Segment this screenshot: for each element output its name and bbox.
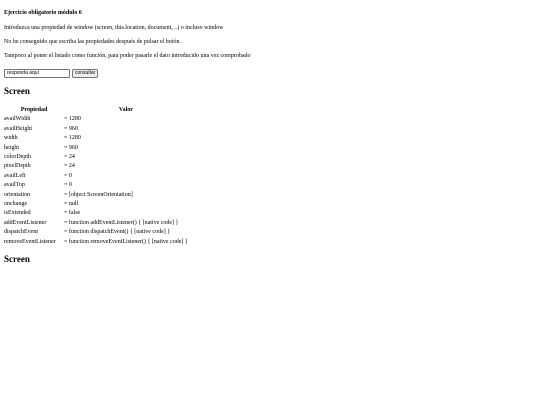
property-value: = 1280 bbox=[64, 116, 81, 123]
note-text-1: No he conseguido que escriba las propiedades después de pulsar el botón. bbox=[4, 39, 181, 45]
property-value: = 0 bbox=[64, 182, 72, 189]
property-name: isExtended bbox=[4, 210, 31, 217]
note-text-2: Tampoco al poner el listado como función, para poder pasarle el dato introducido una vez comprobado bbox=[4, 53, 251, 59]
table-row bbox=[4, 115, 188, 124]
table-row bbox=[4, 134, 188, 143]
section-title-screen-repeat: Screen bbox=[4, 254, 30, 264]
property-value: = function addEventListener() { [native code] } bbox=[64, 219, 179, 226]
property-value: = false bbox=[64, 210, 81, 217]
property-name: orientation bbox=[4, 191, 30, 198]
property-value: = 24 bbox=[64, 163, 75, 170]
table-row bbox=[4, 209, 188, 218]
property-name: colorDepth bbox=[4, 154, 31, 161]
instruction-text: Introduzca una propiedad de window (screen, this.location, document, ..) o incluso window bbox=[4, 25, 224, 31]
property-name: width bbox=[4, 135, 18, 142]
property-value: = 960 bbox=[64, 144, 78, 151]
property-name: onchange bbox=[4, 201, 27, 208]
property-name: availHeight bbox=[4, 125, 32, 132]
property-name: availTop bbox=[4, 182, 25, 189]
property-name: availLeft bbox=[4, 172, 26, 179]
table-row bbox=[4, 125, 188, 134]
table-row bbox=[4, 228, 188, 237]
property-name: removeEventListener bbox=[4, 238, 56, 245]
table-row bbox=[4, 162, 188, 171]
property-value: = 960 bbox=[64, 125, 78, 132]
table-row bbox=[4, 191, 188, 200]
column-header-value: Valor bbox=[118, 107, 133, 113]
property-name: dispatchEvent bbox=[4, 229, 38, 236]
table-row bbox=[4, 238, 188, 247]
property-value: = null bbox=[64, 201, 79, 208]
table-row bbox=[4, 219, 188, 228]
table-row bbox=[4, 181, 188, 190]
query-form bbox=[4, 68, 98, 78]
property-name: addEventListener bbox=[4, 219, 47, 226]
property-value: = 0 bbox=[64, 172, 72, 179]
table-row bbox=[4, 144, 188, 153]
property-name: pixelDepth bbox=[4, 163, 31, 170]
property-value: = [object ScreenOrientation] bbox=[64, 191, 133, 198]
table-row bbox=[4, 153, 188, 162]
page-title: Ejercicio obligatorio módulo 6 bbox=[4, 10, 82, 16]
table-row bbox=[4, 172, 188, 181]
section-title-screen: Screen bbox=[4, 86, 30, 96]
property-input[interactable] bbox=[4, 69, 70, 78]
property-name: availWidth bbox=[4, 116, 31, 123]
property-value: = 24 bbox=[64, 154, 75, 161]
property-value: = function removeEventListener() { [native code] } bbox=[64, 238, 188, 245]
properties-table bbox=[4, 106, 188, 247]
column-header-property: Propiedad bbox=[20, 107, 48, 113]
property-name: height bbox=[4, 144, 19, 151]
property-value: = 1280 bbox=[64, 135, 81, 142]
table-header-row bbox=[4, 106, 188, 115]
property-value: = function dispatchEvent() { [native code] } bbox=[64, 229, 171, 236]
table-row bbox=[4, 200, 188, 209]
consultar-button[interactable]: consultar bbox=[72, 69, 98, 78]
